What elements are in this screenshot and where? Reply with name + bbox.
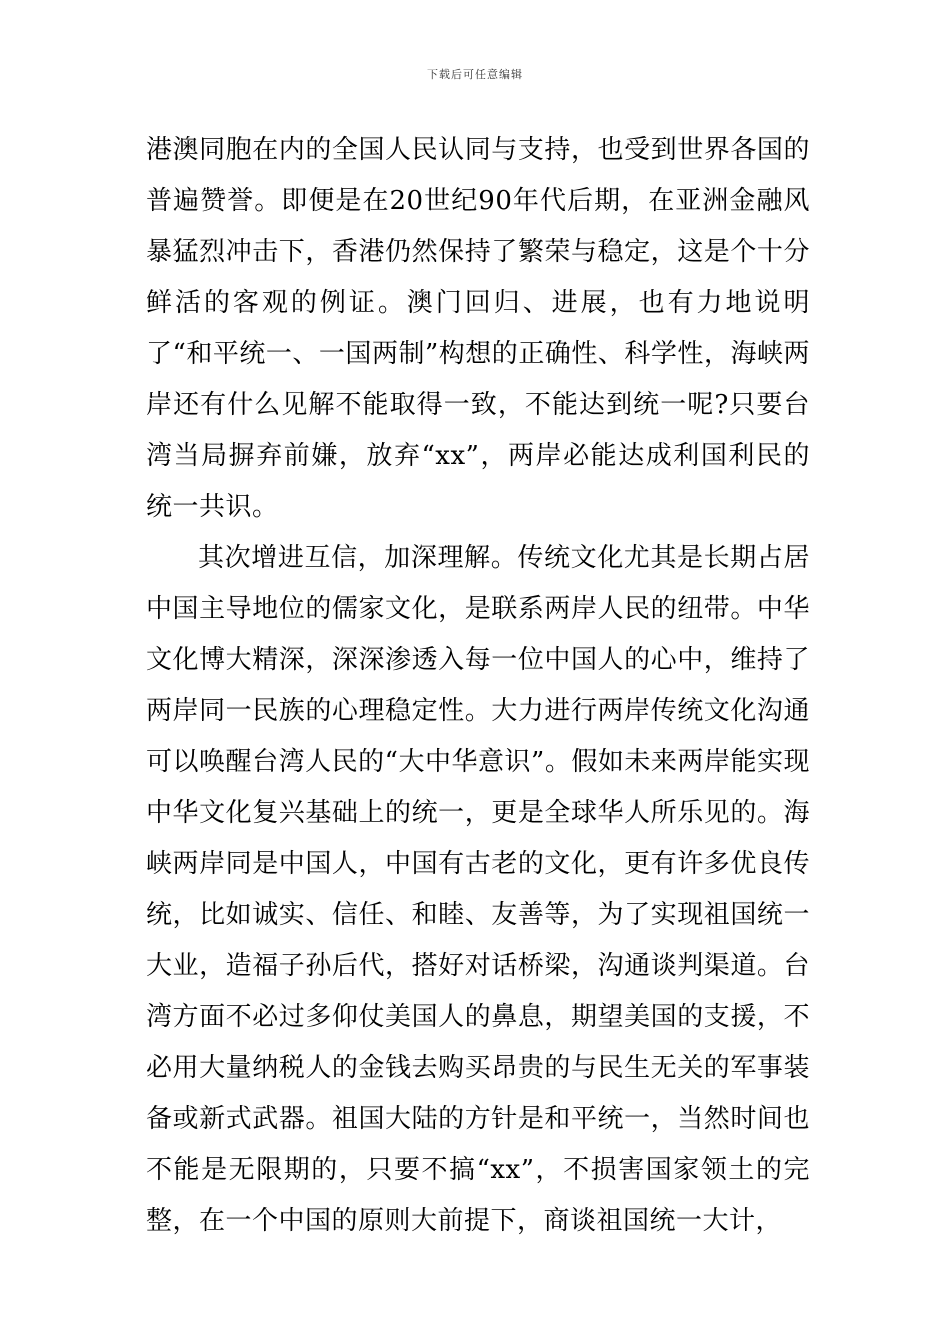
paragraph-2: 其次增进互信，加深理解。传统文化尤其是长期占居中国主导地位的儒家文化，是联系两岸人民的纽带。中华文化博大精深，深深渗透入每一位中国人的心中，维持了两岸同一民族的心理稳定性。大力进行两岸传统文化沟通可以唤醒台湾人民的“大中华意识”。假如未来两岸能实现中华文化复兴基础上的统一，更是全球华人所乐见的。海峡两岸同是中国人，中国有古老的文化，更有许多优良传统，比如诚实、信任、和睦、友善等，为了实现祖国统一大业，造福子孙后代，搭好对话桥梁，沟通谈判渠道。台湾方面不必过多仰仗美国人的鼻息，期望美国的支援，不必用大量纳税人的金钱去购买昂贵的与民生无关的军事装备或新式武器。祖国大陆的方针是和平统一，当然时间也不能是无限期的，只要不搞“xx”，不损害国家领土的完整，在一个中国的原则大前提下，商谈祖国统一大计，	[146, 543, 810, 1236]
header-note: 下载后可任意编辑	[427, 68, 523, 81]
paragraph-1: 港澳同胞在内的全国人民认同与支持，也受到世界各国的普遍赞誉。即便是在20世纪90年代后期，在亚洲金融风暴猛烈冲击下，香港仍然保持了繁荣与稳定，这是个十分鲜活的客观的例证。澳门回归、进展，也有力地说明了“和平统一、一国两制”构想的正确性、科学性，海峡两岸还有什么见解不能取得一致，不能达到统一呢?只要台湾当局摒弃前嫌，放弃“xx”，两岸必能达成利国利民的统一共识。	[146, 135, 810, 522]
document-body	[146, 125, 810, 1247]
